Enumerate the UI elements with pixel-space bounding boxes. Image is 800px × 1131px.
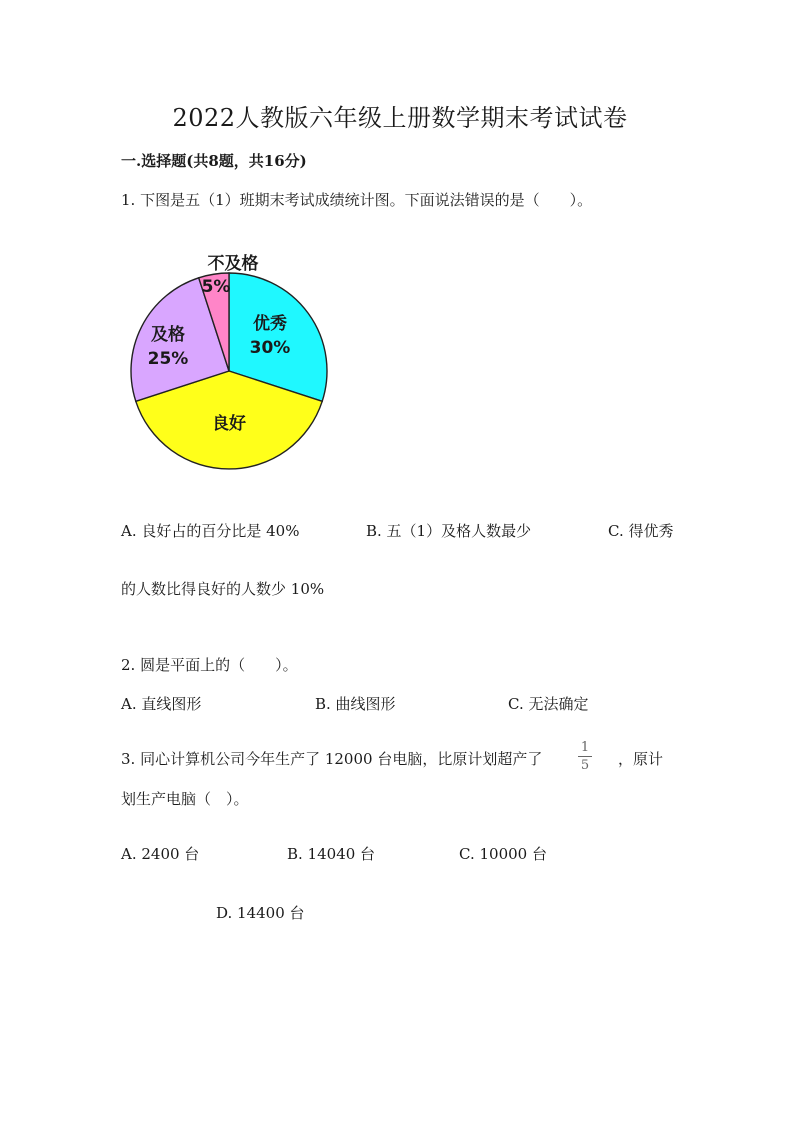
pie-label-excellent-pct: 30% xyxy=(249,338,291,358)
pie-label-pass-pct: 25% xyxy=(147,349,189,369)
question-1-option-b: B. 五（1）及格人数最少 xyxy=(366,522,532,540)
question-1-option-c: C. 得优秀 xyxy=(608,522,674,540)
question-3-text-continued: 划生产电脑（ ）。 xyxy=(121,790,249,808)
question-2-option-c: C. 无法确定 xyxy=(508,695,589,713)
question-1-option-a: A. 良好占的百分比是 40% xyxy=(121,522,300,540)
pie-label-excellent-name: 优秀 xyxy=(253,314,287,334)
pie-label-fail-name: 不及格 xyxy=(207,254,259,274)
fraction-denominator: 5 xyxy=(580,758,590,773)
fraction-numerator: 1 xyxy=(580,740,590,755)
question-3-option-d: D. 14400 台 xyxy=(216,904,305,922)
fraction-one-fifth xyxy=(578,740,592,773)
question-3-option-c: C. 10000 台 xyxy=(459,845,547,863)
question-1-option-c-continued: 的人数比得良好的人数少 10% xyxy=(121,580,325,598)
question-3-option-a: A. 2400 台 xyxy=(121,845,200,863)
question-3-text: 3. 同心计算机公司今年生产了 12000 台电脑，比原计划超产了 xyxy=(121,750,543,768)
question-2-option-b: B. 曲线图形 xyxy=(315,695,396,713)
question-2-text: 2. 圆是平面上的（ ）。 xyxy=(121,656,298,674)
score-pie-chart xyxy=(118,245,338,480)
pie-label-fail-pct: 5% xyxy=(201,277,231,297)
page-title: 2022人教版六年级上册数学期末考试试卷 xyxy=(172,104,628,132)
pie-label-good-name: 良好 xyxy=(212,414,246,434)
section-heading: 一.选择题(共8题，共16分) xyxy=(121,152,307,170)
question-3-option-b: B. 14040 台 xyxy=(287,845,376,863)
question-1-text: 1. 下图是五（1）班期末考试成绩统计图。下面说法错误的是（ ）。 xyxy=(121,191,593,209)
question-3-text-after: ，原计 xyxy=(618,750,664,768)
question-2-option-a: A. 直线图形 xyxy=(121,695,202,713)
pie-label-pass-name: 及格 xyxy=(151,325,185,345)
